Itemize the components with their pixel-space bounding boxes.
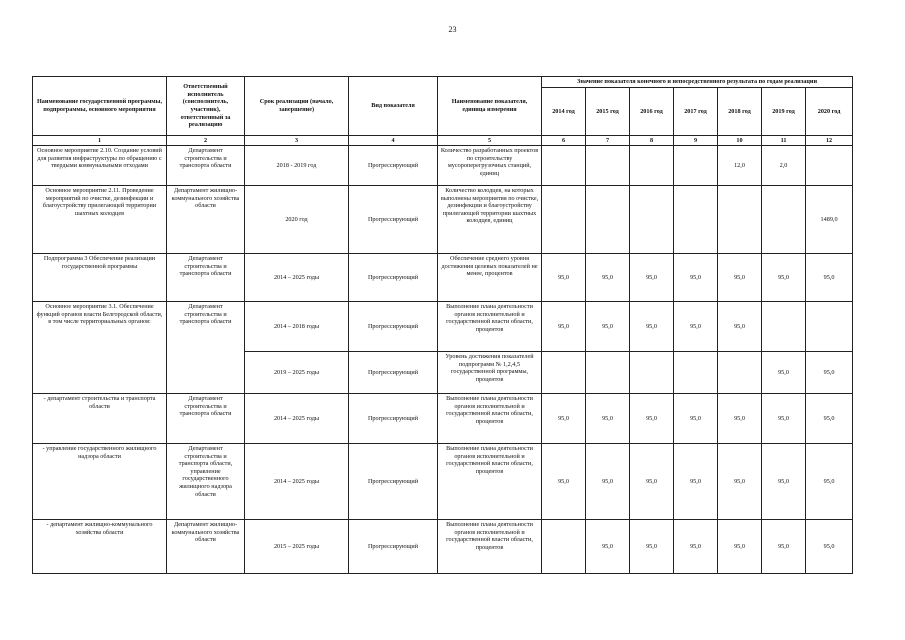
- header-year: 2014 год: [542, 88, 586, 136]
- row-value: 95,0: [586, 254, 630, 302]
- row-value: 95,0: [586, 394, 630, 444]
- row-kind: Прогрессирующий: [349, 444, 438, 520]
- column-number: 11: [762, 136, 806, 146]
- row-value: 95,0: [542, 444, 586, 520]
- row-value: [630, 352, 674, 394]
- row-value: 95,0: [674, 394, 718, 444]
- column-number: 2: [167, 136, 245, 146]
- row-executor: Департамент жилищно-коммунального хозяйства области: [167, 186, 245, 254]
- row-value: 95,0: [542, 394, 586, 444]
- header-indicator: Наименование показателя, единица измерения: [438, 77, 542, 136]
- row-executor: Департамент строительства и транспорта области: [167, 302, 245, 394]
- row-value: 95,0: [718, 394, 762, 444]
- row-period: 2018 - 2019 год: [245, 146, 349, 186]
- row-indicator: Выполнение плана деятельности органов исполнительной и государственной власти области, процентов: [438, 520, 542, 574]
- row-value: 95,0: [718, 302, 762, 352]
- row-kind: Прогрессирующий: [349, 146, 438, 186]
- row-executor: Департамент строительства и транспорта области: [167, 146, 245, 186]
- table-row: [33, 520, 853, 574]
- row-value: [630, 146, 674, 186]
- row-value: [542, 520, 586, 574]
- row-kind: Прогрессирующий: [349, 302, 438, 352]
- row-value: 95,0: [674, 254, 718, 302]
- header-program: Наименование государственной программы, подпрограммы, основного мероприятия: [33, 77, 167, 136]
- row-value: [586, 352, 630, 394]
- row-kind: Прогрессирующий: [349, 186, 438, 254]
- row-value: 95,0: [630, 394, 674, 444]
- row-name: Основное мероприятие 3.1. Обеспечение функций органов власти Белгородской области, в том числе территориальных органов:: [33, 302, 167, 394]
- row-value: 95,0: [762, 352, 806, 394]
- row-value: [762, 186, 806, 254]
- row-value: 2,0: [762, 146, 806, 186]
- row-name: - департамент жилищно-коммунального хозяйства области: [33, 520, 167, 574]
- row-value: 95,0: [630, 444, 674, 520]
- row-name: Основное мероприятие 2.10. Создание условий для развития инфраструктуры по обращению с твердыми коммунальными отходами: [33, 146, 167, 186]
- row-value: 95,0: [806, 394, 853, 444]
- column-number: 12: [806, 136, 853, 146]
- row-kind: Прогрессирующий: [349, 254, 438, 302]
- row-value: 95,0: [718, 254, 762, 302]
- table-row: [33, 394, 853, 444]
- row-period: 2014 – 2025 годы: [245, 444, 349, 520]
- row-kind: Прогрессирующий: [349, 352, 438, 394]
- row-value: [674, 186, 718, 254]
- row-indicator: Обеспечение среднего уровня достижения целевых показателей не менее, процентов: [438, 254, 542, 302]
- row-executor: Департамент строительства и транспорта области, управление государственного жилищного надзора области: [167, 444, 245, 520]
- row-value: 95,0: [630, 254, 674, 302]
- row-period: 2020 год: [245, 186, 349, 254]
- row-value: [586, 186, 630, 254]
- row-value: [542, 146, 586, 186]
- row-executor: Департамент строительства и транспорта области: [167, 394, 245, 444]
- header-values-group: Значение показателя конечного и непосредственного результата по годам реализации: [542, 77, 853, 88]
- table-row: [33, 302, 853, 352]
- column-number: 7: [586, 136, 630, 146]
- row-value: 95,0: [630, 302, 674, 352]
- row-name: Основное мероприятие 2.11. Проведение мероприятий по очистке, дезинфекции и благоустройству прилегающей территории шахтных колодцев: [33, 186, 167, 254]
- row-kind: Прогрессирующий: [349, 394, 438, 444]
- column-number: 1: [33, 136, 167, 146]
- row-value: 95,0: [806, 254, 853, 302]
- row-value: 95,0: [674, 444, 718, 520]
- row-value: 95,0: [718, 520, 762, 574]
- row-value: [674, 146, 718, 186]
- row-value: 95,0: [762, 394, 806, 444]
- header-kind: Вид показателя: [349, 77, 438, 136]
- row-value: 1489,0: [806, 186, 853, 254]
- header-year: 2017 год: [674, 88, 718, 136]
- row-value: [806, 302, 853, 352]
- column-number: 8: [630, 136, 674, 146]
- header-year: 2015 год: [586, 88, 630, 136]
- table-row: [33, 254, 853, 302]
- table-row: [33, 444, 853, 520]
- column-number: 6: [542, 136, 586, 146]
- row-period: 2015 – 2025 годы: [245, 520, 349, 574]
- column-numbers-row: [33, 136, 853, 146]
- row-value: 95,0: [586, 520, 630, 574]
- row-value: [674, 352, 718, 394]
- row-period: 2014 – 2018 годы: [245, 302, 349, 352]
- row-value: [762, 302, 806, 352]
- header-year: 2019 год: [762, 88, 806, 136]
- row-value: 95,0: [542, 254, 586, 302]
- row-value: 95,0: [674, 302, 718, 352]
- column-number: 5: [438, 136, 542, 146]
- row-value: 95,0: [586, 444, 630, 520]
- header-year: 2020 год: [806, 88, 853, 136]
- row-indicator: Уровень достижения показателей подпрограмм № 1,2,4,5 государственной программы, процентов: [438, 352, 542, 394]
- row-value: 95,0: [718, 444, 762, 520]
- row-value: [718, 186, 762, 254]
- row-indicator: Выполнение плана деятельности органов исполнительной и государственной власти области, процентов: [438, 444, 542, 520]
- row-value: 95,0: [762, 520, 806, 574]
- row-name: Подпрограмма 3 Обеспечение реализации государственной программы: [33, 254, 167, 302]
- row-name: - управление государственного жилищного надзора области: [33, 444, 167, 520]
- row-value: [542, 352, 586, 394]
- row-period: 2014 – 2025 годы: [245, 254, 349, 302]
- row-value: [542, 186, 586, 254]
- row-value: 95,0: [806, 520, 853, 574]
- row-indicator: Выполнение плана деятельности органов исполнительной и государственной власти области, процентов: [438, 302, 542, 352]
- table-row: [33, 186, 853, 254]
- row-value: 95,0: [542, 302, 586, 352]
- row-indicator: Выполнение плана деятельности органов исполнительной и государственной власти области, процентов: [438, 394, 542, 444]
- row-value: 95,0: [806, 352, 853, 394]
- row-value: 95,0: [806, 444, 853, 520]
- column-number: 10: [718, 136, 762, 146]
- row-name: - департамент строительства и транспорта области: [33, 394, 167, 444]
- row-executor: Департамент строительства и транспорта области: [167, 254, 245, 302]
- row-kind: Прогрессирующий: [349, 520, 438, 574]
- row-period: 2019 – 2025 годы: [245, 352, 349, 394]
- table-row: [33, 146, 853, 186]
- column-number: 4: [349, 136, 438, 146]
- column-number: 3: [245, 136, 349, 146]
- column-number: 9: [674, 136, 718, 146]
- header-executor: Ответственный исполнитель (соисполнитель, участник), ответственный за реализацию: [167, 77, 245, 136]
- row-executor: Департамент жилищно-коммунального хозяйства области: [167, 520, 245, 574]
- row-value: 12,0: [718, 146, 762, 186]
- page-number: 23: [448, 25, 457, 34]
- row-value: 95,0: [762, 254, 806, 302]
- row-value: [586, 146, 630, 186]
- row-value: 95,0: [630, 520, 674, 574]
- row-value: 95,0: [762, 444, 806, 520]
- row-value: [806, 146, 853, 186]
- row-indicator: Количество разработанных проектов по строительству мусороперегрузочных станций, единиц: [438, 146, 542, 186]
- header-year: 2018 год: [718, 88, 762, 136]
- row-value: 95,0: [674, 520, 718, 574]
- indicators-table: [32, 76, 853, 574]
- row-value: [718, 352, 762, 394]
- row-value: [630, 186, 674, 254]
- header-period: Срок реализации (начало, завершение): [245, 77, 349, 136]
- row-indicator: Количество колодцев, на которых выполнены мероприятия по очистке, дезинфекции и благоустройству прилегающей территории шахтных колодцев, единиц: [438, 186, 542, 254]
- row-period: 2014 – 2025 годы: [245, 394, 349, 444]
- row-value: 95,0: [586, 302, 630, 352]
- header-year: 2016 год: [630, 88, 674, 136]
